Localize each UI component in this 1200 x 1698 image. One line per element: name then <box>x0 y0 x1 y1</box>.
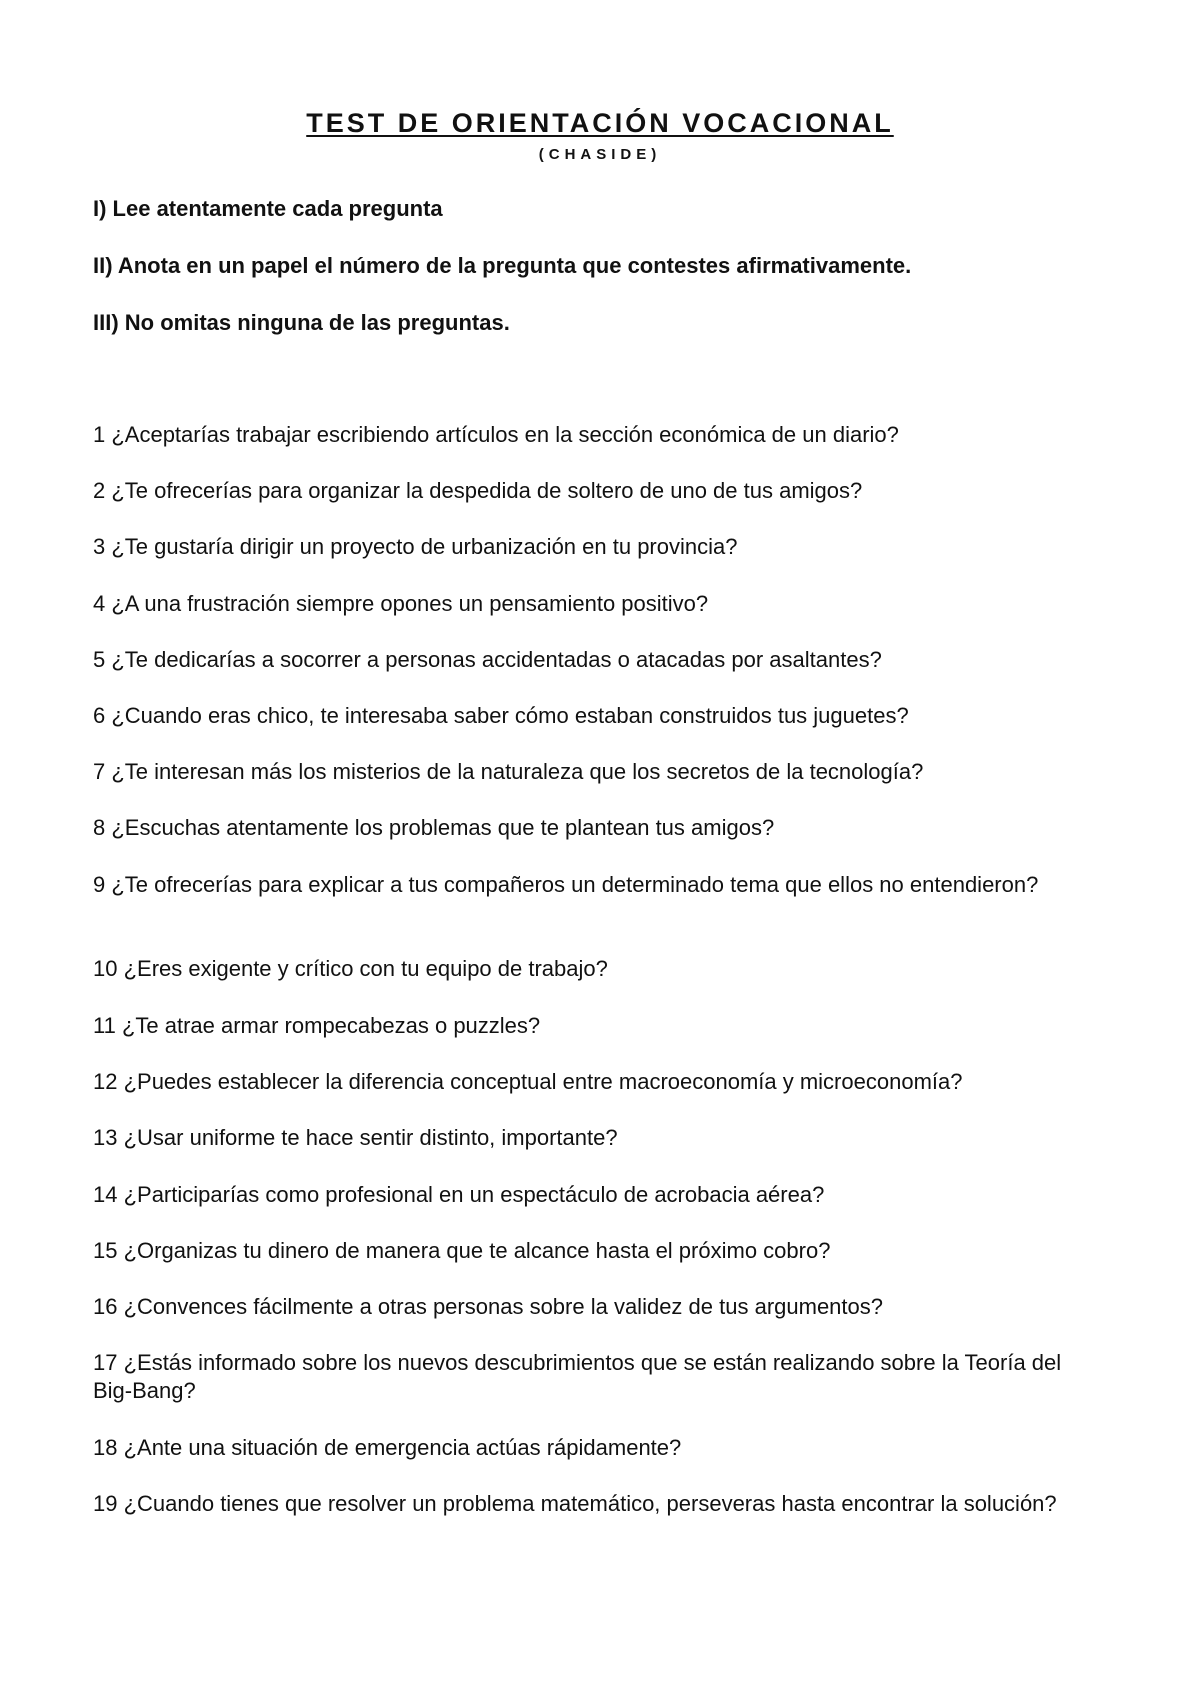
question-13: 13 ¿Usar uniforme te hace sentir distinto, importante? <box>93 1125 618 1150</box>
instruction-1: I) Lee atentamente cada pregunta <box>93 196 443 221</box>
question-8: 8 ¿Escuchas atentamente los problemas que te plantean tus amigos? <box>93 815 775 840</box>
question-15: 15 ¿Organizas tu dinero de manera que te alcance hasta el próximo cobro? <box>93 1238 831 1263</box>
instruction-2: II) Anota en un papel el número de la pregunta que contestes afirmativamente. <box>93 253 912 278</box>
question-6: 6 ¿Cuando eras chico, te interesaba saber cómo estaban construidos tus juguetes? <box>93 703 909 728</box>
question-14: 14 ¿Participarías como profesional en un espectáculo de acrobacia aérea? <box>93 1182 825 1207</box>
instruction-3: III) No omitas ninguna de las preguntas. <box>93 310 510 335</box>
question-18: 18 ¿Ante una situación de emergencia actúas rápidamente? <box>93 1435 682 1460</box>
question-12: 12 ¿Puedes establecer la diferencia conceptual entre macroeconomía y microeconomía? <box>93 1069 963 1094</box>
question-1: 1 ¿Aceptarías trabajar escribiendo artículos en la sección económica de un diario? <box>93 422 899 447</box>
question-3: 3 ¿Te gustaría dirigir un proyecto de urbanización en tu provincia? <box>93 534 738 559</box>
question-19: 19 ¿Cuando tienes que resolver un problema matemático, perseveras hasta encontrar la solución? <box>93 1491 1057 1516</box>
question-11: 11 ¿Te atrae armar rompecabezas o puzzles? <box>93 1013 541 1038</box>
document-subtitle: (CHASIDE) <box>538 146 662 163</box>
question-17: 17 ¿Estás informado sobre los nuevos descubrimientos que se están realizando sobre la Teoría del Big-Bang? <box>93 1350 1062 1403</box>
question-4: 4 ¿A una frustración siempre opones un pensamiento positivo? <box>93 591 709 616</box>
question-9: 9 ¿Te ofrecerías para explicar a tus compañeros un determinado tema que ellos no entendieron? <box>93 872 1039 897</box>
question-5: 5 ¿Te dedicarías a socorrer a personas accidentadas o atacadas por asaltantes? <box>93 647 882 672</box>
document-title: TEST DE ORIENTACIÓN VOCACIONAL <box>306 108 894 138</box>
question-7: 7 ¿Te interesan más los misterios de la naturaleza que los secretos de la tecnología? <box>93 759 924 784</box>
question-16: 16 ¿Convences fácilmente a otras personas sobre la validez de tus argumentos? <box>93 1294 883 1319</box>
question-2: 2 ¿Te ofrecerías para organizar la despedida de soltero de uno de tus amigos? <box>93 478 863 503</box>
question-10: 10 ¿Eres exigente y crítico con tu equipo de trabajo? <box>93 956 608 981</box>
